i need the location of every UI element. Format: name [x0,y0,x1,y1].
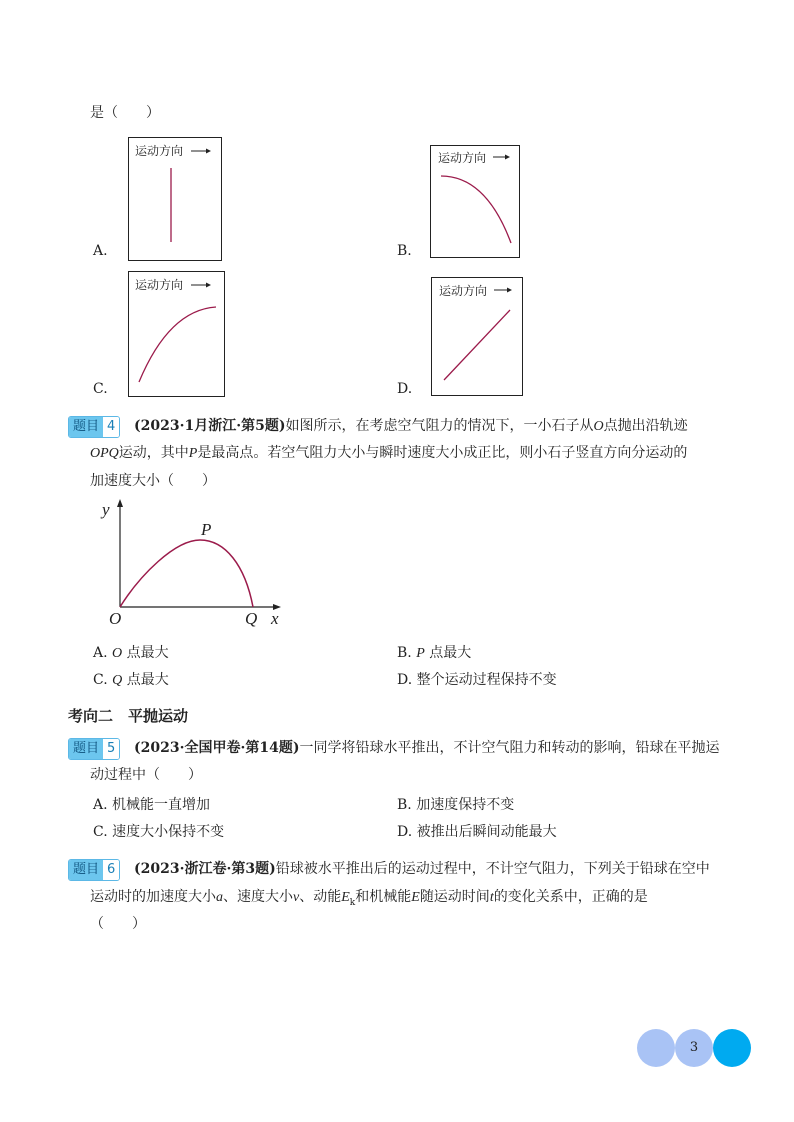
badge-number: 5 [103,739,119,759]
direction-arrowhead [206,149,211,154]
option-d[interactable]: D. 被推出后瞬间动能最大 [397,824,557,840]
option-b-letter[interactable]: B. [397,243,412,259]
direction-label: 运动方向 [438,151,487,165]
subscript-k: k [349,897,356,908]
question-line: 加速度大小（ ） [90,473,216,489]
trajectory-curve [120,540,253,607]
trajectory-curve [441,176,511,243]
var-p: P [188,446,198,461]
badge-label: 题目 [69,417,103,437]
question-source: (2023·浙江卷·第3题) [134,861,276,877]
page-number: 3 [675,1029,713,1067]
option-letter: B. [397,645,412,661]
option-d-letter[interactable]: D. [397,381,413,397]
question-line [134,416,688,437]
option-text: 点最大 [126,672,169,688]
point-label-p: P [201,520,212,539]
question-line [134,738,719,758]
option-text: 点最大 [126,645,169,661]
option-b-figure [430,145,520,258]
question-badge [68,738,120,760]
option-letter: A. [93,645,108,661]
trajectory-plot [129,272,224,396]
question-text: 运动时的加速度大小 [90,889,216,905]
trajectory-curve [444,310,510,380]
question-line: 动过程中（ ） [90,767,202,783]
point-label-q: Q [245,609,258,628]
direction-arrowhead [206,283,211,288]
var-e: E [341,890,350,905]
option-d[interactable]: D. 整个运动过程保持不变 [397,672,557,688]
option-var: Q [112,673,123,688]
direction-label: 运动方向 [439,284,488,298]
question-source: (2023·全国甲卷·第14题) [134,740,300,756]
direction-arrowhead [507,288,512,293]
badge-number: 6 [103,860,119,880]
option-d-figure [431,277,523,396]
page-circle-right [713,1029,751,1067]
question-tail: 是（ ） [90,105,160,121]
badge-label: 题目 [69,739,103,759]
section-heading: 考向二 平抛运动 [68,707,189,725]
trajectory-graph [95,495,295,635]
option-a[interactable] [93,643,169,664]
page-circle-left [637,1029,675,1067]
option-c[interactable] [93,670,169,691]
var-o: O [593,419,604,434]
question-text: 一同学将铅球水平推出，不计空气阻力和转动的影响，铅球在平抛运 [299,740,720,756]
option-a-figure [128,137,222,261]
question-source: (2023·1月浙江·第5题) [134,418,286,434]
var-a: a [216,890,223,905]
question-line: （ ） [90,916,146,932]
direction-arrowhead [505,155,510,160]
option-a-letter[interactable]: A. [93,243,108,259]
question-text: 、动能 [299,889,342,905]
option-b[interactable] [397,643,471,664]
question-line [90,887,648,913]
trajectory-curve [139,307,216,382]
question-text: 和机械能 [355,889,412,905]
point-label-o: O [109,609,122,628]
direction-label: 运动方向 [135,144,184,158]
question-text: 如图所示，在考虑空气阻力的情况下，一小石子从 [285,418,594,434]
question-badge [68,416,120,438]
var-e: E [411,890,420,905]
question-text: 铅球被水平推出后的运动过程中，不计空气阻力，下列关于铅球在空中 [275,861,710,877]
var-t: t [489,890,494,905]
trajectory-plot [432,278,522,395]
question-line [134,859,710,879]
option-c[interactable]: C. 速度大小保持不变 [93,824,225,840]
question-line [90,443,687,464]
question-text: 是最高点。若空气阻力大小与瞬时速度大小成正比，则小石子竖直方向分运动的 [197,445,688,461]
option-c-letter[interactable]: C. [93,381,108,397]
option-var: O [112,646,123,661]
direction-label: 运动方向 [135,278,184,292]
option-a[interactable]: A. 机械能一直增加 [93,797,211,813]
question-badge [68,859,120,881]
var-v: v [293,890,300,905]
option-var: P [416,646,425,661]
y-axis-arrowhead [117,499,123,507]
option-text: 点最大 [429,645,472,661]
axis-label-y: y [102,500,110,519]
option-c-figure [128,271,225,397]
question-text: 点抛出沿轨迹 [603,418,688,434]
question-text: 运动，其中 [118,445,189,461]
option-b[interactable]: B. 加速度保持不变 [397,797,515,813]
trajectory-plot [431,146,519,257]
question-text: 的变化关系中，正确的是 [493,889,648,905]
badge-number: 4 [103,417,119,437]
question-text: 、速度大小 [223,889,293,905]
var-opq: OPQ [90,446,119,461]
axis-label-x: x [271,609,279,628]
trajectory-plot [129,138,221,260]
question-text: 随运动时间 [419,889,490,905]
badge-label: 题目 [69,860,103,880]
option-letter: C. [93,672,108,688]
